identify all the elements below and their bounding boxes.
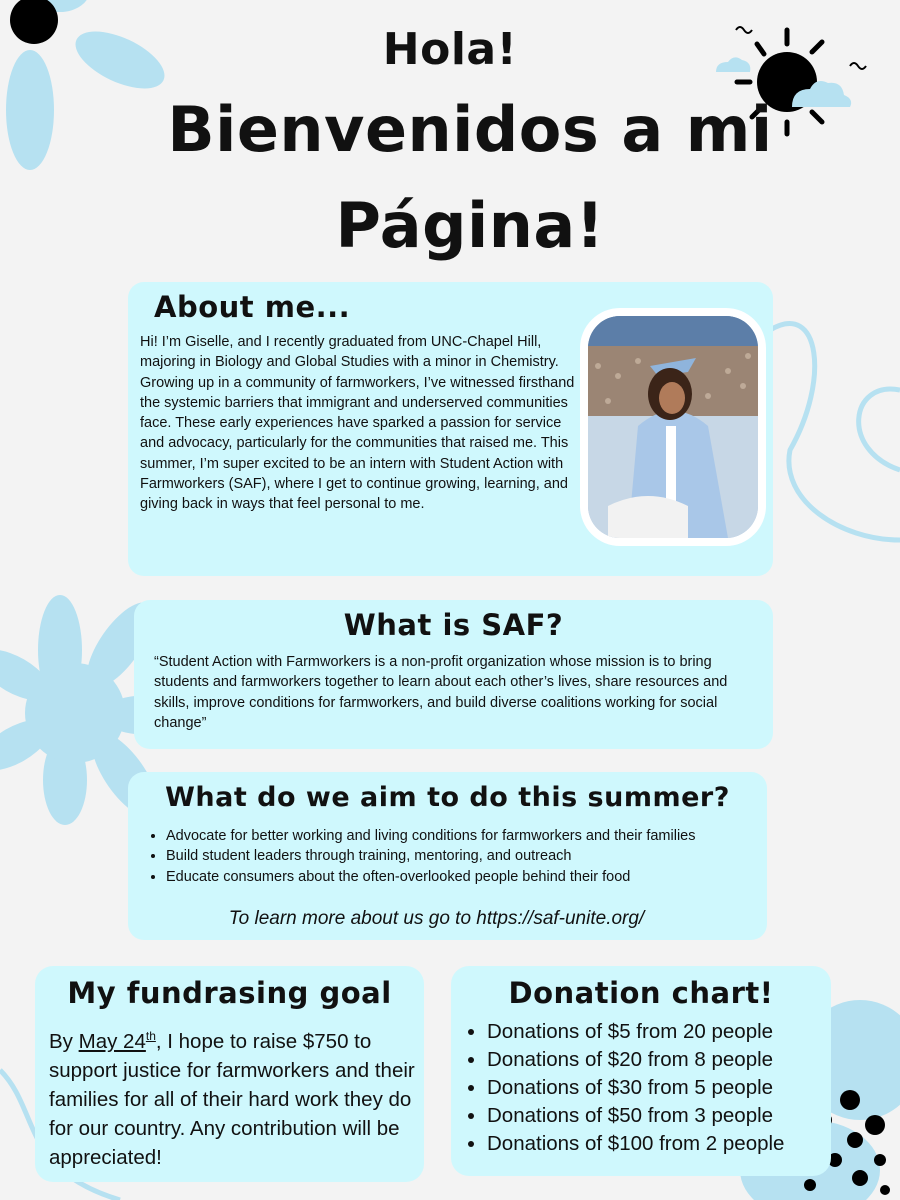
- goal-by: By: [49, 1029, 79, 1053]
- list-item: • Donations of $50 from 3 people: [487, 1102, 847, 1130]
- about-text: Hi! I’m Giselle, and I recently graduated from UNC-Chapel Hill, majoring in Biology and Global Studies with a minor in Chemistry. Growing up in a community of farmworkers, I’ve witnessed firsthand the systemic barriers that immigrant and underserved communities face. These early experiences have sparked a passion for service and advocacy, particularly for the communities that raised me. This summer, I’m super excited to be an intern with Student Action with Farmworkers (SAF), where I get to continue growing, learning, and giving back in ways that feel personal to me.: [140, 334, 575, 513]
- saf-title: What is SAF?: [343, 608, 564, 642]
- page-title: [150, 82, 790, 274]
- goal-title: My fundrasing goal: [67, 976, 392, 1010]
- aims-card: [128, 772, 767, 940]
- profile-photo: [588, 316, 758, 538]
- list-item: • Advocate for better working and living conditions for farmworkers and their families: [166, 826, 736, 846]
- donation-card: [451, 966, 831, 1176]
- goal-date: May 24: [78, 1029, 146, 1053]
- goal-card: [35, 966, 424, 1182]
- swirl-right-icon: [760, 300, 900, 560]
- aims-list: [148, 826, 736, 887]
- greeting: Hola!: [382, 24, 518, 75]
- list-item: • Donations of $20 from 8 people: [487, 1046, 847, 1074]
- about-title: About me...: [154, 290, 351, 324]
- page-title-line2: Página!: [335, 189, 605, 262]
- aims-title: What do we aim to do this summer?: [165, 782, 730, 813]
- donation-title: Donation chart!: [508, 976, 774, 1010]
- learn-more-link[interactable]: To learn more about us go to https://saf-unite.org/: [228, 908, 645, 929]
- list-item: • Build student leaders through training, mentoring, and outreach: [166, 846, 736, 866]
- profile-photo-frame: [580, 308, 766, 546]
- donation-list: [469, 1018, 847, 1158]
- saf-card: [134, 600, 773, 749]
- goal-date-suffix: th: [145, 1029, 156, 1043]
- list-item: • Donations of $30 from 5 people: [487, 1074, 847, 1102]
- list-item: • Donations of $100 from 2 people: [487, 1130, 847, 1158]
- list-item: • Donations of $5 from 20 people: [487, 1018, 847, 1046]
- list-item: • Educate consumers about the often-overlooked people behind their food: [166, 867, 736, 887]
- saf-quote: “Student Action with Farmworkers is a non-profit organization whose mission is to bring students and farmworkers together to learn about each other’s lives, share resources and skills, improve conditions for farmworkers, and build diverse coalitions working for social change”: [154, 654, 728, 731]
- page-title-line1: Bienvenidos a mi: [167, 93, 773, 166]
- goal-text: [49, 1022, 421, 1172]
- about-card: [128, 282, 773, 576]
- goal-body: , I hope to raise $750 to support justice for farmworkers and their families for all of their hard work they do for our country. Any contribution will be appreciated!: [49, 1029, 415, 1169]
